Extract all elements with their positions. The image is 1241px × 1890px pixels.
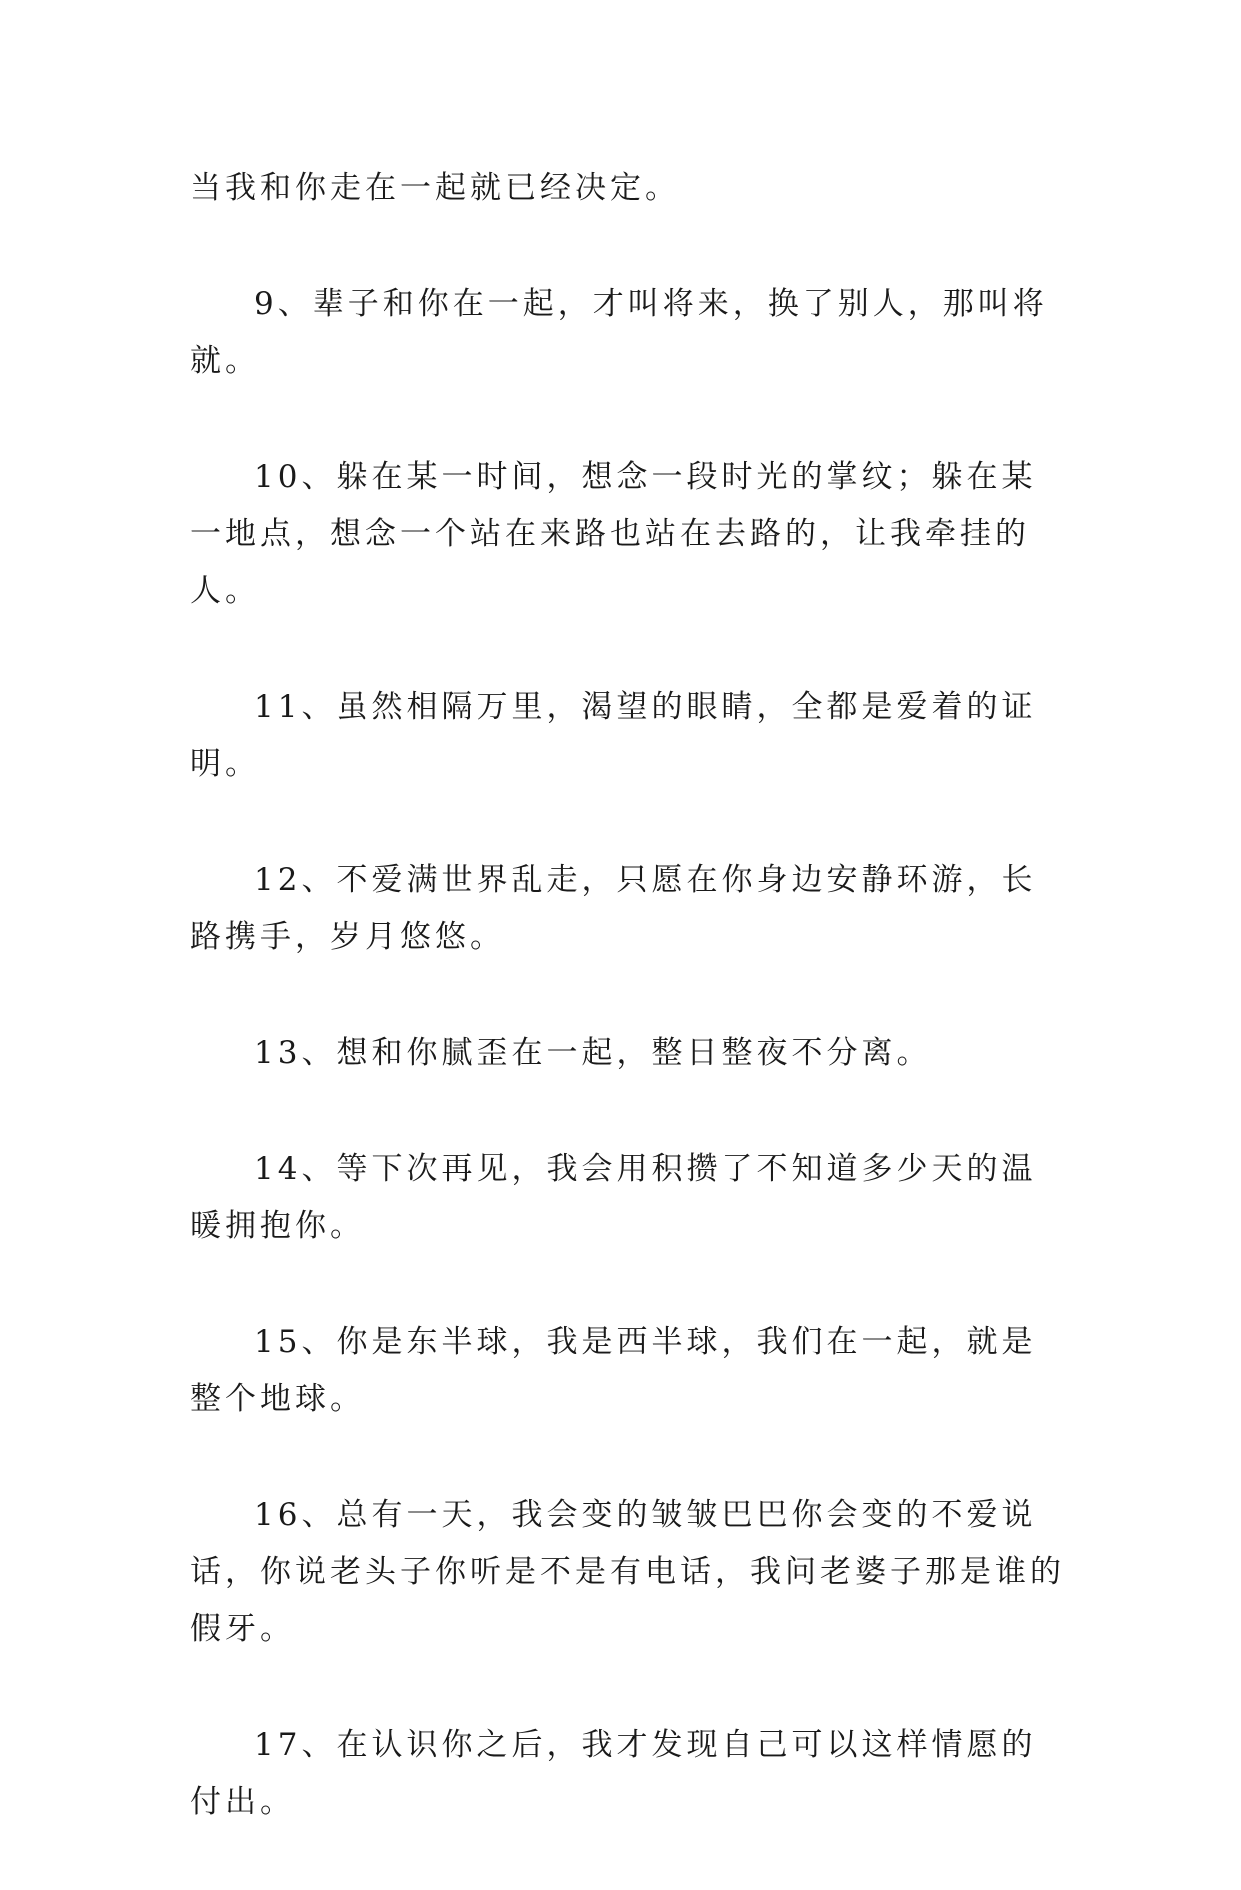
paragraph-item-11: 11、虽然相隔万里，渴望的眼睛，全都是爱着的证明。: [190, 689, 1037, 782]
paragraph-item-9: 9、辈子和你在一起，才叫将来，换了别人，那叫将就。: [190, 286, 1048, 379]
paragraph-item-15: 15、你是东半球，我是西半球，我们在一起，就是整个地球。: [190, 1324, 1037, 1417]
paragraph-item-16: 16、总有一天，我会变的皱皱巴巴你会变的不爱说话，你说老头子你听是不是有电话，我问老婆子那是谁的假牙。: [190, 1497, 1065, 1647]
paragraph-item-14: 14、等下次再见，我会用积攒了不知道多少天的温暖拥抱你。: [190, 1151, 1037, 1244]
text-column: [190, 160, 1070, 1890]
paragraph-item-12: 12、不爱满世界乱走，只愿在你身边安静环游，长路携手，岁月悠悠。: [190, 862, 1037, 955]
paragraph-item-17: 17、在认识你之后，我才发现自己可以这样情愿的付出。: [190, 1727, 1037, 1820]
paragraph-item-10: 10、躲在某一时间，想念一段时光的掌纹；躲在某一地点，想念一个站在来路也站在去路的，让我牵挂的人。: [190, 459, 1037, 609]
paragraph-continuation: 当我和你走在一起就已经决定。: [190, 170, 680, 206]
paragraph-item-13: 13、想和你腻歪在一起，整日整夜不分离。: [254, 1035, 932, 1071]
